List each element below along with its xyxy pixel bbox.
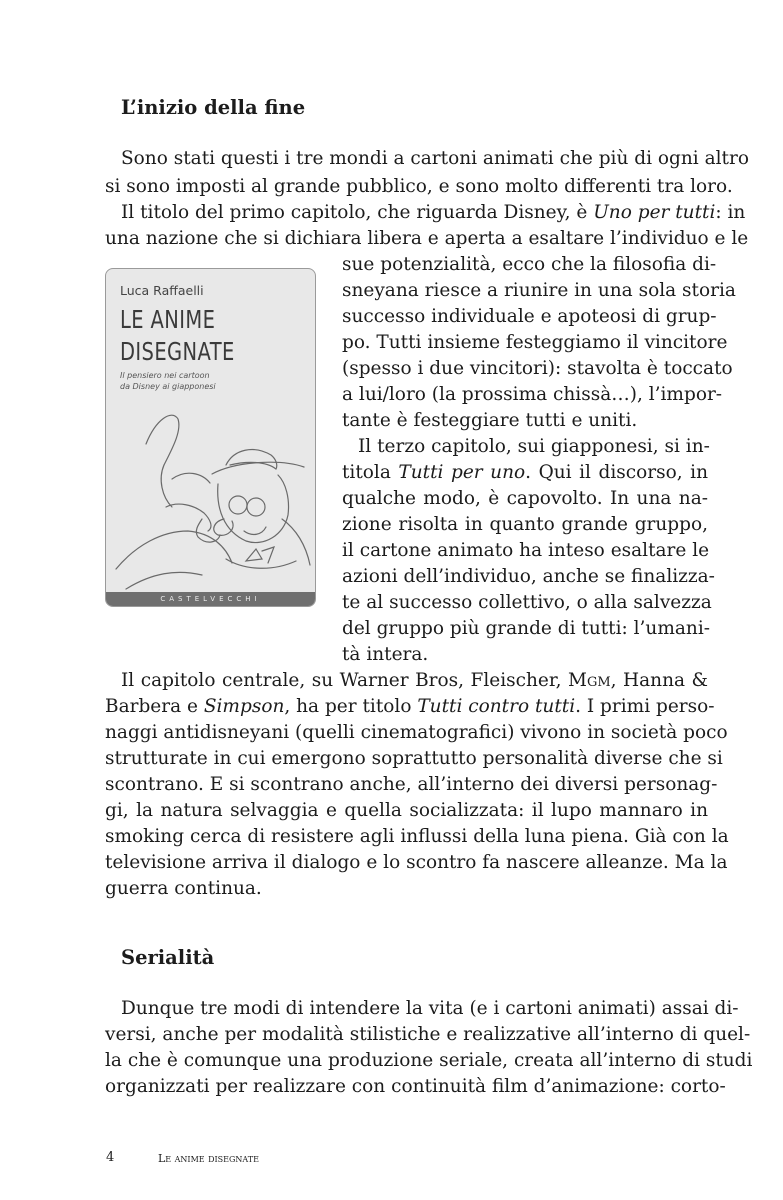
text-line: successo individuale e apoteosi di grup- xyxy=(342,306,717,327)
cover-title-line2: DISEGNATE xyxy=(120,337,235,366)
text-line: tante è festeggiare tutti e uniti. xyxy=(342,410,638,431)
text-line: televisione arriva il dialogo e lo scontro fa nascere alleanze. Ma la xyxy=(105,852,728,873)
text-line: scontrano. E si scontrano anche, all’interno dei diversi personag- xyxy=(105,774,718,795)
cover-publisher-band: CASTELVECCHI xyxy=(106,592,315,606)
cover-title-line1: LE ANIME xyxy=(120,305,216,334)
text-line: zione risolta in quanto grande gruppo, xyxy=(342,514,708,535)
page-number: 4 xyxy=(106,1150,115,1165)
cover-author: Luca Raffaelli xyxy=(120,283,204,298)
book-chapter-title: Uno per tutti xyxy=(593,202,716,223)
text-line: Il titolo del primo capitolo, che riguarda Disney, è Uno per tutti: in xyxy=(121,202,746,223)
book-chapter-title: Tutti per uno xyxy=(398,462,526,483)
text-line: gi, la natura selvaggia e quella socializzata: il lupo mannaro in xyxy=(105,800,708,821)
section-heading-serialita: Serialità xyxy=(121,946,215,969)
text-line: guerra continua. xyxy=(105,878,262,899)
text-line: te al successo collettivo, o alla salvezza xyxy=(342,592,712,613)
text-line: si sono imposti al grande pubblico, e sono molto differenti tra loro. xyxy=(105,176,733,197)
text-line: Sono stati questi i tre mondi a cartoni animati che più di ogni altro xyxy=(121,148,749,169)
book-chapter-title: Tutti contro tutti xyxy=(417,696,576,717)
text-line: po. Tutti insieme festeggiamo il vincitore xyxy=(342,332,728,353)
studio-name: Mgm xyxy=(568,670,611,691)
text-line: la che è comunque una produzione seriale, creata all’interno di studi xyxy=(105,1050,753,1071)
section-heading-inizio: L’inizio della fine xyxy=(121,96,306,119)
text-line: naggi antidisneyani (quelli cinematografici) vivono in società poco xyxy=(105,722,728,743)
cartoon-illustration xyxy=(106,269,316,607)
text-line: Barbera e Simpson, ha per titolo Tutti contro tutti. I primi perso- xyxy=(105,696,715,717)
text-line: Il terzo capitolo, sui giapponesi, si in- xyxy=(358,436,710,457)
cover-subtitle-line2: da Disney ai giapponesi xyxy=(120,382,216,391)
text-line: Il capitolo centrale, su Warner Bros, Fleischer, Mgm, Hanna & xyxy=(121,670,708,691)
text-line: una nazione che si dichiara libera e aperta a esaltare l’individuo e le xyxy=(105,228,749,249)
book-cover-image xyxy=(105,268,316,607)
text-line: sneyana riesce a riunire in una sola storia xyxy=(342,280,736,301)
text-line: versi, anche per modalità stilistiche e realizzative all’interno di quel- xyxy=(105,1024,751,1045)
text-line: strutturate in cui emergono soprattutto personalità diverse che si xyxy=(105,748,723,769)
text-line: Dunque tre modi di intendere la vita (e i cartoni animati) assai di- xyxy=(121,998,739,1019)
cover-subtitle-line1: Il pensiero nei cartoon xyxy=(120,371,210,380)
text-line: tà intera. xyxy=(342,644,429,665)
running-title: Le anime disegnate xyxy=(158,1152,259,1165)
text-line: il cartone animato ha inteso esaltare le xyxy=(342,540,710,561)
text-line: organizzati per realizzare con continuità film d’animazione: corto- xyxy=(105,1076,726,1097)
text-line: a lui/loro (la prossima chissà…), l’impor- xyxy=(342,384,723,405)
text-line: (spesso i due vincitori): stavolta è toccato xyxy=(342,358,733,379)
text-line: del gruppo più grande di tutti: l’umani- xyxy=(342,618,711,639)
series-title: Simpson xyxy=(203,696,285,717)
text-line: smoking cerca di resistere agli influssi della luna piena. Già con la xyxy=(105,826,729,847)
text-line: titola Tutti per uno. Qui il discorso, in xyxy=(342,462,708,483)
text-line: azioni dell’individuo, anche se finalizza- xyxy=(342,566,715,587)
text-line: qualche modo, è capovolto. In una na- xyxy=(342,488,708,509)
text-line: sue potenzialità, ecco che la filosofia di- xyxy=(342,254,717,275)
